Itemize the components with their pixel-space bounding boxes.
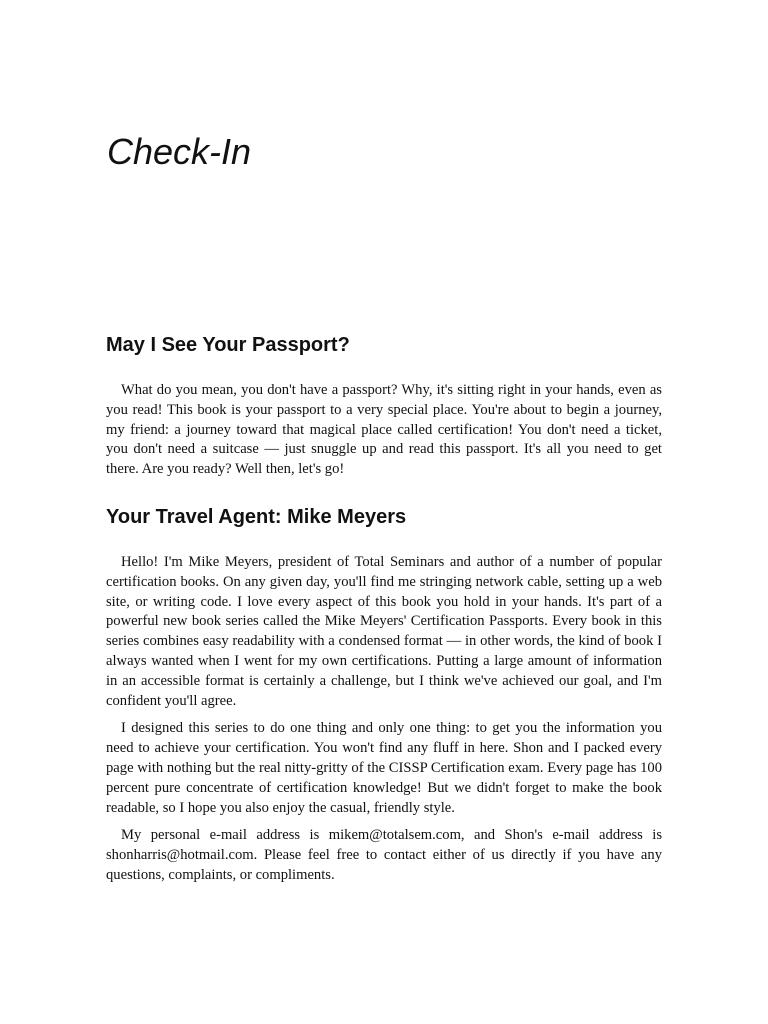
section-heading-passport: May I See Your Passport? <box>106 334 350 356</box>
section-body-travel-agent <box>106 553 662 886</box>
section-body-passport <box>106 381 662 480</box>
chapter-title: Check-In <box>107 131 252 172</box>
paragraph: I designed this series to do one thing and only one thing: to get you the information you need to achieve your certification. You won't find any fluff in here. Shon and I packed every page with nothing but the real nitty-gritty of the CISSP Certification exam. Every page has 100 percent pure concentrate of certification knowledge! But we didn't forget to make the book readable, so I hope you also enjoy the casual, friendly style. <box>106 720 662 816</box>
paragraph: My personal e-mail address is mikem@totalsem.com, and Shon's e-mail address is shonharris@hotmail.com. Please feel free to contact either of us directly if you have any questions, complaints, or compliments. <box>106 827 662 883</box>
paragraph: What do you mean, you don't have a passport? Why, it's sitting right in your hands, even as you read! This book is your passport to a very special place. You're about to begin a journey, my friend: a journey toward that magical place called certification! You don't need a ticket, you don't need a suitcase — just snuggle up and read this passport. It's all you need to get there. Are you ready? Well then, let's go! <box>106 382 662 478</box>
section-heading-travel-agent: Your Travel Agent: Mike Meyers <box>106 506 407 528</box>
paragraph: Hello! I'm Mike Meyers, president of Total Seminars and author of a number of popular certification books. On any given day, you'll find me stringing network cable, setting up a web site, or writing code. I love every aspect of this book you hold in your hands. It's part of a powerful new book series called the Mike Meyers' Certification Passports. Every book in this series combines easy readability with a condensed format — in other words, the kind of book I always wanted when I went for my own certifications. Putting a large amount of information in an accessible format is certainly a challenge, but I think we've achieved our goal, and I'm confident you'll agree. <box>106 554 662 709</box>
